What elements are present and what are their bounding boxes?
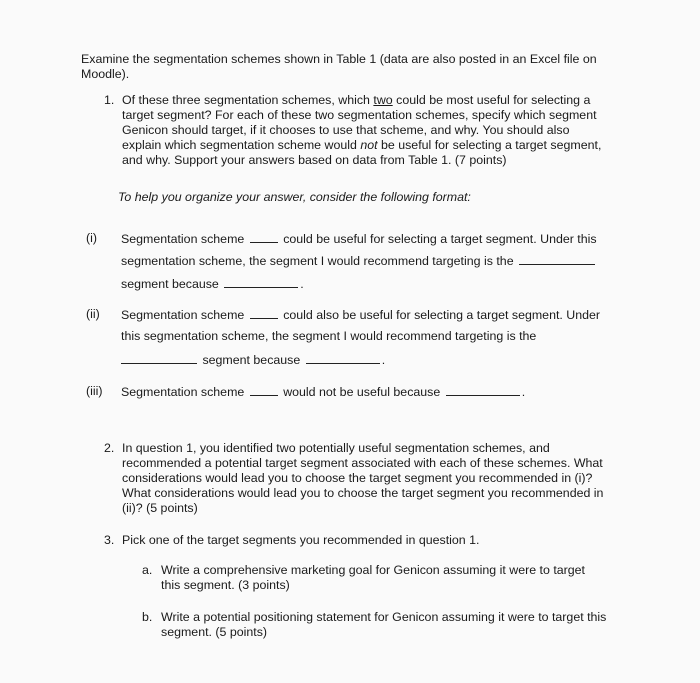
- answer-blank: [121, 352, 197, 364]
- q1-underlined-word: two: [373, 93, 393, 107]
- question-3-text: Pick one of the target segments you recommended in question 1.: [122, 533, 480, 547]
- option-line: [121, 231, 597, 246]
- option-text: segmentation scheme, the segment I would recommend targeting is the: [121, 254, 514, 268]
- question-3a-text: Write a comprehensive marketing goal for Genicon assuming it were to target this segment. (3 points): [161, 563, 586, 592]
- option-text: Segmentation scheme: [121, 232, 245, 246]
- question-1-text: [122, 93, 610, 168]
- question-2-text: In question 1, you identified two potentially useful segmentation schemes, and recommended a potential target segment associated with each of these schemes. What considerations would lead you to choose the target segment you recommended in (i)? What considerations would lead you to choose the target segment you recommended in (ii)? (5 points): [122, 441, 604, 515]
- intro-paragraph: Examine the segmentation schemes shown in Table 1 (data are also posted in an Excel file on Moodle).: [81, 52, 597, 81]
- option-text: would not be useful because: [283, 385, 441, 399]
- option-line: [121, 307, 600, 322]
- question-3-number: 3.: [104, 533, 115, 547]
- answer-blank: [250, 231, 278, 243]
- option-text: this segmentation scheme, the segment I would recommend targeting is the: [121, 329, 537, 343]
- option-line: [121, 329, 536, 343]
- option-text: could be useful for selecting a target segment. Under this: [283, 232, 597, 246]
- option-text: Segmentation scheme: [121, 308, 245, 322]
- question-3a-label: a.: [142, 563, 153, 577]
- option-text: segment because: [202, 353, 301, 367]
- option-label: (iii): [86, 384, 103, 398]
- question-1-number: 1.: [104, 93, 115, 107]
- option-line: [121, 352, 385, 367]
- q1-text-part: be useful for selecting a target segment, and why. Support your answers based on data from Table 1. (7 points): [122, 138, 602, 167]
- answer-blank: [519, 253, 595, 265]
- option-label: (ii): [86, 307, 100, 321]
- question-2: [104, 441, 609, 515]
- option-line: [121, 384, 525, 399]
- option-text: could also be useful for selecting a target segment. Under: [283, 308, 601, 322]
- answer-blank: [250, 307, 278, 319]
- option-text: .: [381, 353, 386, 367]
- option-text: Segmentation scheme: [121, 385, 245, 399]
- answer-blank: [224, 276, 298, 288]
- q1-italic-word: not: [360, 138, 378, 152]
- option-line: [121, 276, 304, 291]
- option-text: .: [300, 277, 304, 291]
- format-helper-text: To help you organize your answer, consider the following format:: [118, 190, 471, 204]
- answer-blank: [446, 384, 520, 396]
- q1-text-part: could be most useful for selecting a target segment? For each of these two segmentation schemes, specify which segment Genicon should target, if it chooses to use that scheme, and why. You should also explain which segmentation scheme would: [122, 93, 597, 152]
- answer-blank: [306, 352, 380, 364]
- question-2-number: 2.: [104, 441, 115, 455]
- answer-blank: [250, 384, 278, 396]
- question-3: [104, 533, 609, 548]
- question-1: [104, 93, 609, 167]
- option-label: (i): [86, 231, 98, 245]
- option-text: segment because: [121, 277, 219, 291]
- q1-text-part: Of these three segmentation schemes, which: [122, 93, 374, 107]
- question-3b-label: b.: [142, 610, 153, 624]
- option-text: .: [521, 385, 526, 399]
- option-line: [121, 253, 597, 268]
- question-3b-text: Write a potential positioning statement for Genicon assuming it were to target this segment. (5 points): [161, 610, 607, 639]
